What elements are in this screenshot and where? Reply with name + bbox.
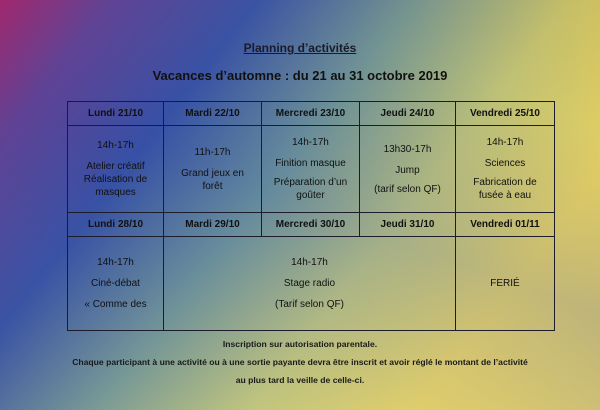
activity-line: Préparation d’un: [273, 177, 348, 189]
day-header: Mardi 22/10: [163, 102, 261, 126]
day-header: Vendredi 25/10: [455, 102, 554, 126]
activity-line: forêt: [202, 180, 223, 192]
holiday-label: FERIÉ: [490, 278, 520, 290]
planning-table: [67, 101, 555, 331]
week2-header-row: [68, 213, 555, 237]
day-header: Jeudi 31/10: [359, 213, 455, 237]
activity-line: Sciences: [484, 158, 526, 170]
activity-cell: [68, 125, 164, 212]
page-title: Planning d’activités: [243, 41, 357, 55]
stage-cell: [163, 237, 455, 331]
week1-header-row: [68, 102, 555, 126]
week2-activity-row: [68, 237, 555, 331]
activity-cell: [359, 125, 455, 212]
day-header: Lundi 21/10: [68, 102, 164, 126]
day-header: Lundi 28/10: [68, 213, 164, 237]
activity-time: 14h-17h: [97, 257, 134, 269]
activity-cell: [261, 125, 359, 212]
activity-line: Finition masque: [275, 158, 346, 170]
activity-line: Grand jeux en: [181, 167, 244, 179]
activity-time: 14h-17h: [486, 137, 524, 149]
activity-cell: [68, 237, 164, 331]
notes-block: [0, 335, 600, 389]
activity-line: « Comme des: [84, 299, 147, 311]
activity-line: Stage radio: [283, 278, 336, 290]
day-header: Mardi 29/10: [163, 213, 261, 237]
activity-time: 13h30-17h: [383, 143, 432, 155]
page-subtitle: Vacances d’automne : du 21 au 31 octobre 2019: [152, 68, 448, 83]
holiday-cell: [455, 237, 554, 331]
note-line: Inscription sur autorisation parentale.: [222, 339, 378, 349]
activity-line: Réalisation de: [83, 174, 148, 186]
activity-time: 11h-17h: [194, 146, 231, 158]
note-line: Chaque participant à une activité ou à une sortie payante devra être inscrit et avoir réglé le montant de l’activité: [72, 357, 528, 367]
activity-line: Fabrication de: [473, 177, 537, 189]
activity-time: 14h-17h: [292, 137, 329, 149]
day-header: Mercredi 23/10: [261, 102, 359, 126]
activity-line: (tarif selon QF): [374, 183, 441, 195]
activity-time: 14h-17h: [97, 140, 134, 152]
note-line: au plus tard la veille de celle-ci.: [235, 375, 365, 385]
day-header: Jeudi 24/10: [359, 102, 455, 126]
activity-line: fusée à eau: [478, 190, 532, 202]
activity-cell: [455, 125, 554, 212]
activity-cell: [163, 125, 261, 212]
activity-line: Jump: [395, 164, 420, 176]
activity-line: goûter: [296, 190, 325, 202]
day-header: Vendredi 01/11: [455, 213, 554, 237]
activity-line: Ciné-débat: [91, 278, 140, 290]
week1-activity-row: [68, 125, 555, 212]
activity-line: (Tarif selon QF): [275, 299, 344, 311]
activity-time: 14h-17h: [291, 257, 328, 269]
activity-line: masques: [95, 187, 136, 199]
activity-line: Atelier créatif: [86, 161, 145, 173]
day-header: Mercredi 30/10: [261, 213, 359, 237]
